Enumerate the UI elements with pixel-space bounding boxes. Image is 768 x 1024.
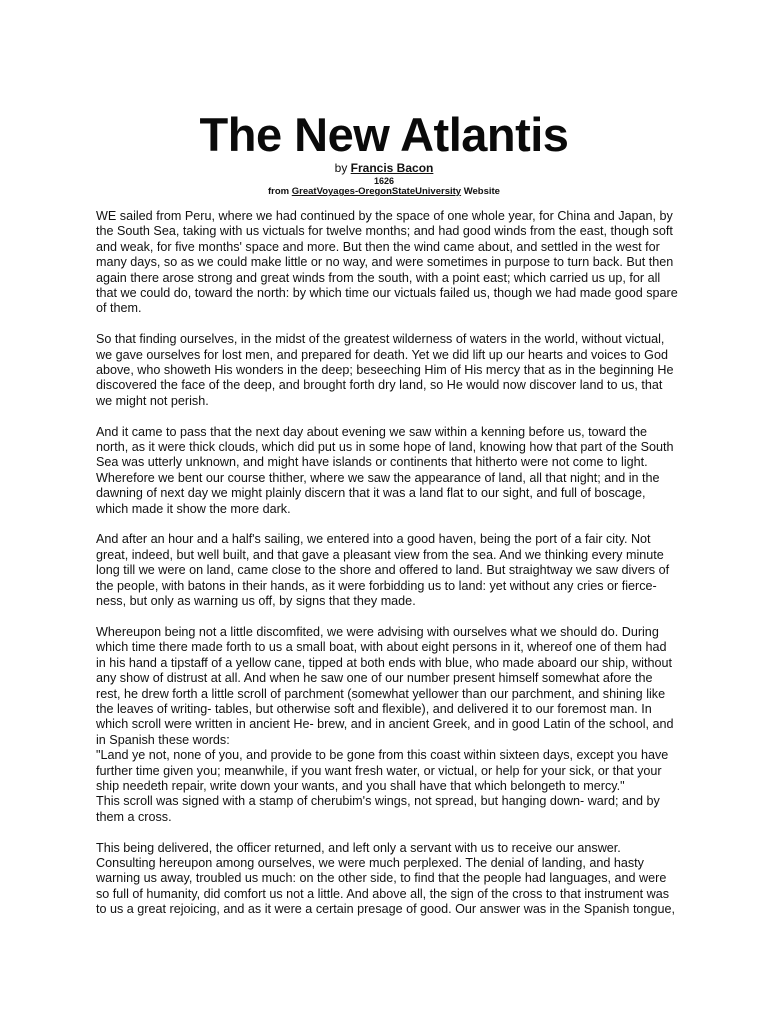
source-prefix: from <box>268 186 292 197</box>
paragraph: Whereupon being not a little discomfited, we were advising with ourselves what we should do. During which time there made forth to us a small boat, with about eight persons in it, whereof one of them had in his hand a tipstaff of a yellow cane, tipped at both ends with blue, who made aboard our ship, without any show of distrust at all. And when he saw one of our number present himself somewhat afore the rest, he drew forth a little scroll of parchment (somewhat yellower than our parchment, and shining like the leaves of writing- tables, but otherwise soft and flexible), and delivered it to our foremost man. In which scroll were written in ancient He- brew, and in ancient Greek, and in good Latin of the school, and in Spanish these words: <box>96 624 674 747</box>
document-body <box>96 209 678 933</box>
source-line <box>0 186 768 197</box>
byline-prefix: by <box>334 161 351 175</box>
paragraph: And it came to pass that the next day about evening we saw within a kenning before us, toward the north, as it were thick clouds, which did put us in some hope of land, knowing how that part of the South Sea was utterly unknown, and might have islands or continents that hitherto were not come to light. Wherefore we bent our course thither, where we saw the appearance of land, all that night; and in the dawning of next day we might plainly discern that it was a land flat to our sight, and full of boscage, which made it show the more dark. <box>96 424 674 516</box>
author-link[interactable]: Francis Bacon <box>350 161 434 175</box>
paragraph: This scroll was signed with a stamp of cherubim's wings, not spread, but hanging down- ward; and by them a cross. <box>96 794 660 824</box>
paragraph: This being delivered, the officer returned, and left only a servant with us to receive our answer. Consulting hereupon among ourselves, we were much perplexed. The denial of landing, and hasty warning us away, troubled us much: on the other side, to find that the people had languages, and were so full of humanity, did comfort us not a little. And above all, the sign of the cross to that instrument was to us a great rejoicing, and as it were a certain presage of good. Our answer was in the Spanish tongue, <box>96 840 675 917</box>
paragraph: So that finding ourselves, in the midst of the greatest wilderness of waters in the world, without victual, we gave ourselves for lost men, and prepared for death. Yet we did lift up our hearts and voices to God above, who showeth His wonders in the deep; beseeching Him of His mercy that as in the beginning He discovered the face of the deep, and brought forth dry land, so He would now discover land to us, that we might not perish. <box>96 332 674 408</box>
paragraph: And after an hour and a half's sailing, we entered into a good haven, being the port of a fair city. Not great, indeed, but well built, and that gave a pleasant view from the sea. And we thinking every minute long till we were on land, came close to the shore and offered to land. But straightway we saw divers of the people, with batons in their hands, as it were forbidding us to land: yet without any cries or fierce-ness, but only as warning us off, by signs that they made. <box>96 532 670 609</box>
byline <box>0 161 768 175</box>
quoted-scroll-text: "Land ye not, none of you, and provide to be gone from this coast within sixteen days, except you have further time given you; meanwhile, if you want fresh water, or victual, or help for your sick, or that your ship needeth repair, write down your wants, and you shall have that which belongeth to mercy." <box>96 748 669 793</box>
source-suffix: Website <box>461 186 500 197</box>
publication-year: 1626 <box>373 176 395 186</box>
source-site-link[interactable]: GreatVoyages-OregonStateUniversity <box>291 186 462 197</box>
document-title: The New Atlantis <box>199 108 569 161</box>
paragraph: WE sailed from Peru, where we had continued by the space of one whole year, for China and Japan, by the South Sea, taking with us victuals for twelve months; and had good winds from the east, though soft and weak, for five months' space and more. But then the wind came about, and settled in the west for many days, so as we could make little or no way, and were sometimes in purpose to turn back. But then again there arose strong and great winds from the south, with a point east; which carried us up, for all that we could do, toward the north: by which time our victuals failed us, though we had made good spare of them. <box>96 209 678 316</box>
